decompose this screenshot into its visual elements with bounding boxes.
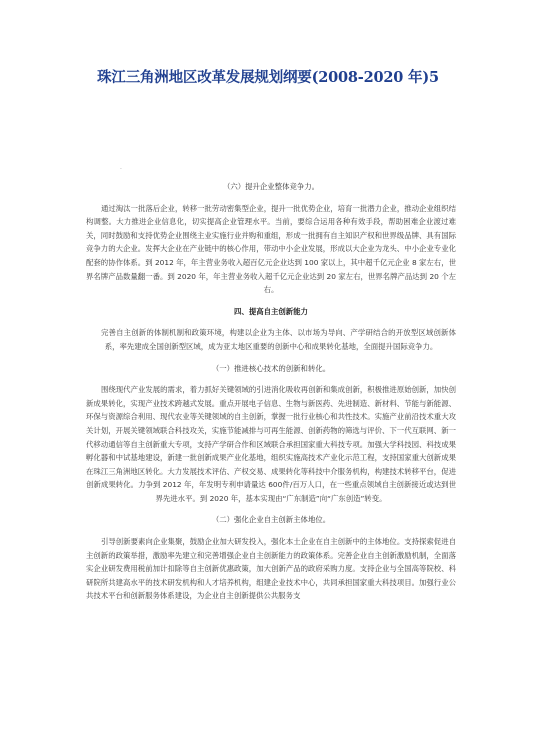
section-heading-core-technology: （一）推进核心技术的创新和转化。 xyxy=(211,363,331,373)
section-heading-enterprise-competitiveness: （六）提升企业整体竞争力。 xyxy=(222,182,320,191)
bullet-marker: · xyxy=(120,166,122,173)
document-title: 珠江三角洲地区改革发展规划纲要(2008-2020 年)5 xyxy=(97,69,439,86)
document-body xyxy=(86,180,456,611)
body-paragraph: 引导创新要素向企业集聚，鼓励企业加大研发投入，强化本土企业在自主创新中的主体地位。支持探索促进自主创新的政策举措，激励率先建立和完善增强企业自主创新能力的政策体系。完善企业自主创新激励机制，全面落实企业研发费用税前加计扣除等自主创新优惠政策，加大创新产品的政府采购力度。支持企业与全国高等院校、科研院所共建高水平的技术研发机构和人才培养机构，组建企业技术中心，共同承担国家重大科技项目。加强行业公共技术平台和创新服务体系建设，为企业自主创新提供公共服务支 xyxy=(86,537,456,601)
body-paragraph: 围绕现代产业发展的需求，着力抓好关键领域的引进消化吸收再创新和集成创新，积极推进原始创新，加快创新成果转化，实现产业技术跨越式发展。重点开展电子信息、生物与新医药、先进制造、新材料、节能与新能源、环保与资源综合利用、现代农业等关键领域的自主创新，掌握一批行业核心和共性技术。实施产业前沿技术重大攻关计划，开展关键领域联合科技攻关，实施节能减排与可再生能源、创新药物的筛选与评价、下一代互联网、新一代移动通信等自主创新重大专项，支持产学研合作和区域联合承担国家重大科技专项。加强大学科技园、科技成果孵化器和中试基地建设，新建一批创新成果产业化基地，组织实施高技术产业化示范工程，支持国家重大创新成果在珠江三角洲地区转化。大力发展技术评估、产权交易、成果转化等科技中介服务机构，构建技术转移平台，促进创新成果转化。力争到 2012 年，年发明专利申请量达 600件/百万人口，在一些重点领域自主创新接近或达到世界先进水平。到 2020 年，基本实现由“广东制造”向“广东创造”转变。 xyxy=(86,385,456,503)
section-heading-enterprise-innovation: （二）强化企业自主创新主体地位。 xyxy=(211,515,331,525)
chapter-heading-innovation: 四、提高自主创新能力 xyxy=(234,306,308,316)
body-paragraph: 完善自主创新的体制机制和政策环境，构建以企业为主体、以市场为导向、产学研结合的开放型区域创新体系，率先建成全国创新型区域，成为亚太地区重要的创新中心和成果转化基地，全面提升国际竞争力。 xyxy=(101,328,456,351)
body-paragraph: 通过淘汰一批落后企业，转移一批劳动密集型企业，提升一批优势企业，培育一批潜力企业，推动企业组织结构调整。大力推进企业信息化，切实提高企业管理水平。当前，要综合运用各种有效手段，帮助困难企业渡过难关，同时鼓励和支持优势企业围绕主业实施行业并购和重组，形成一批拥有自主知识产权和世界级品牌、具有国际竞争力的大企业。发挥大企业在产业链中的核心作用，带动中小企业发展，形成以大企业为龙头、中小企业专业化配套的协作体系。到 2012 年，年主营业务收入超百亿元企业达到 100 家以上，其中超千亿元企业 8 家左右，世界名牌产品数量翻一番。到 2020 年，年主营业务收入超千亿元企业达到 20 家左右，世界名牌产品达到 20 个左右。 xyxy=(86,203,456,295)
